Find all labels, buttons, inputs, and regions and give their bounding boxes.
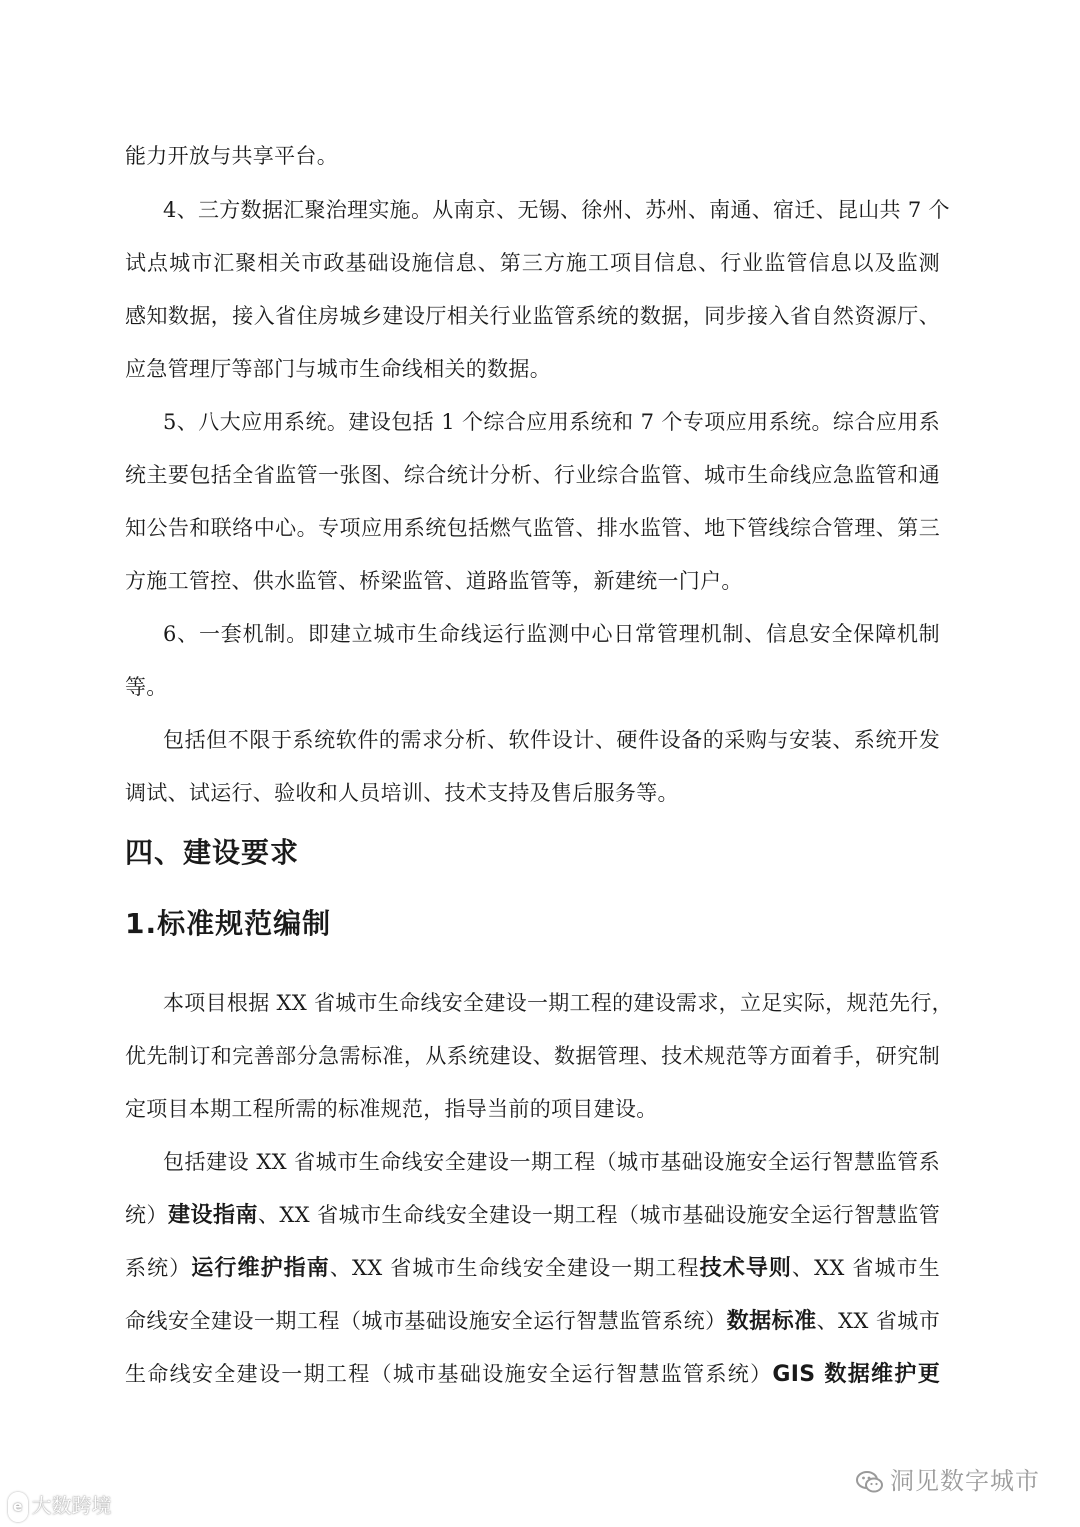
text-run: 、XX 省城市生命线安全建设一期工程（城市基础设施安全运行智慧监管 [257, 1203, 940, 1227]
text-run: 命线安全建设一期工程（城市基础设施安全运行智慧监管系统） [125, 1309, 727, 1333]
paragraph-line [125, 1254, 940, 1283]
bold-term: 建设指南 [167, 1203, 258, 1228]
paragraph-line: 能力开放与共享平台。 [125, 144, 338, 168]
paragraph-line: 等。 [125, 675, 168, 699]
text-run: 系统） [125, 1256, 192, 1280]
paragraph-line [125, 1307, 940, 1336]
paragraph-line: 本项目根据 XX 省城市生命线安全建设一期工程的建设需求，立足实际，规范先行， [163, 991, 953, 1015]
paragraph-line: 定项目本期工程所需的标准规范，指导当前的项目建设。 [125, 1097, 658, 1121]
paragraph-line: 4、三方数据汇聚治理实施。从南京、无锡、徐州、苏州、南通、宿迁、昆山共 7 个 [163, 198, 950, 222]
paragraph-line: 方施工管控、供水监管、桥梁监管、道路监管等，新建统一门户。 [125, 569, 743, 593]
paragraph-line: 包括建设 XX 省城市生命线安全建设一期工程（城市基础设施安全运行智慧监管系 [163, 1150, 940, 1174]
bold-term: 技术导则 [699, 1256, 793, 1281]
paragraph-line: 统主要包括全省监管一张图、综合统计分析、行业综合监管、城市生命线应急监管和通 [125, 463, 940, 487]
paragraph-line: 调试、试运行、验收和人员培训、技术支持及售后服务等。 [125, 781, 679, 805]
bold-term: GIS 数据维护更 [772, 1362, 940, 1387]
bold-term: 运行维护指南 [191, 1256, 330, 1281]
watermark-left-text: 大数跨境 [31, 1493, 112, 1518]
paragraph-line: 5、八大应用系统。建设包括 1 个综合应用系统和 7 个专项应用系统。综合应用系 [163, 410, 940, 434]
watermark-logo: e [8, 1492, 28, 1522]
text-run: 生命线安全建设一期工程（城市基础设施安全运行智慧监管系统） [125, 1362, 773, 1386]
watermark-right [856, 1466, 1040, 1496]
text-run: 、XX 省城市 [816, 1309, 940, 1333]
paragraph-line [125, 1360, 940, 1389]
watermark-left [8, 1492, 112, 1522]
paragraph-line: 试点城市汇聚相关市政基础设施信息、第三方施工项目信息、行业监管信息以及监测 [125, 251, 940, 275]
wechat-icon [856, 1470, 884, 1494]
paragraph-line: 知公告和联络中心。专项应用系统包括燃气监管、排水监管、地下管线综合管理、第三 [125, 516, 940, 540]
text-run: 、XX 省城市生 [792, 1256, 940, 1280]
subsection-heading: 1.标准规范编制 [125, 907, 332, 940]
section-heading: 四、建设要求 [125, 836, 300, 869]
paragraph-line [125, 1201, 940, 1230]
paragraph-line: 6、一套机制。即建立城市生命线运行监测中心日常管理机制、信息安全保障机制 [163, 622, 940, 646]
paragraph-line: 应急管理厅等部门与城市生命线相关的数据。 [125, 357, 551, 381]
text-run: 统） [125, 1203, 168, 1227]
paragraph-line: 包括但不限于系统软件的需求分析、软件设计、硬件设备的采购与安装、系统开发 [163, 728, 940, 752]
text-run: 、XX 省城市生命线安全建设一期工程 [329, 1256, 700, 1280]
paragraph-line: 优先制订和完善部分急需标准，从系统建设、数据管理、技术规范等方面着手，研究制 [125, 1044, 940, 1068]
watermark-right-text: 洞见数字城市 [890, 1467, 1040, 1495]
paragraph-line: 感知数据，接入省住房城乡建设厅相关行业监管系统的数据，同步接入省自然资源厅、 [125, 304, 940, 328]
bold-term: 数据标准 [726, 1309, 817, 1334]
